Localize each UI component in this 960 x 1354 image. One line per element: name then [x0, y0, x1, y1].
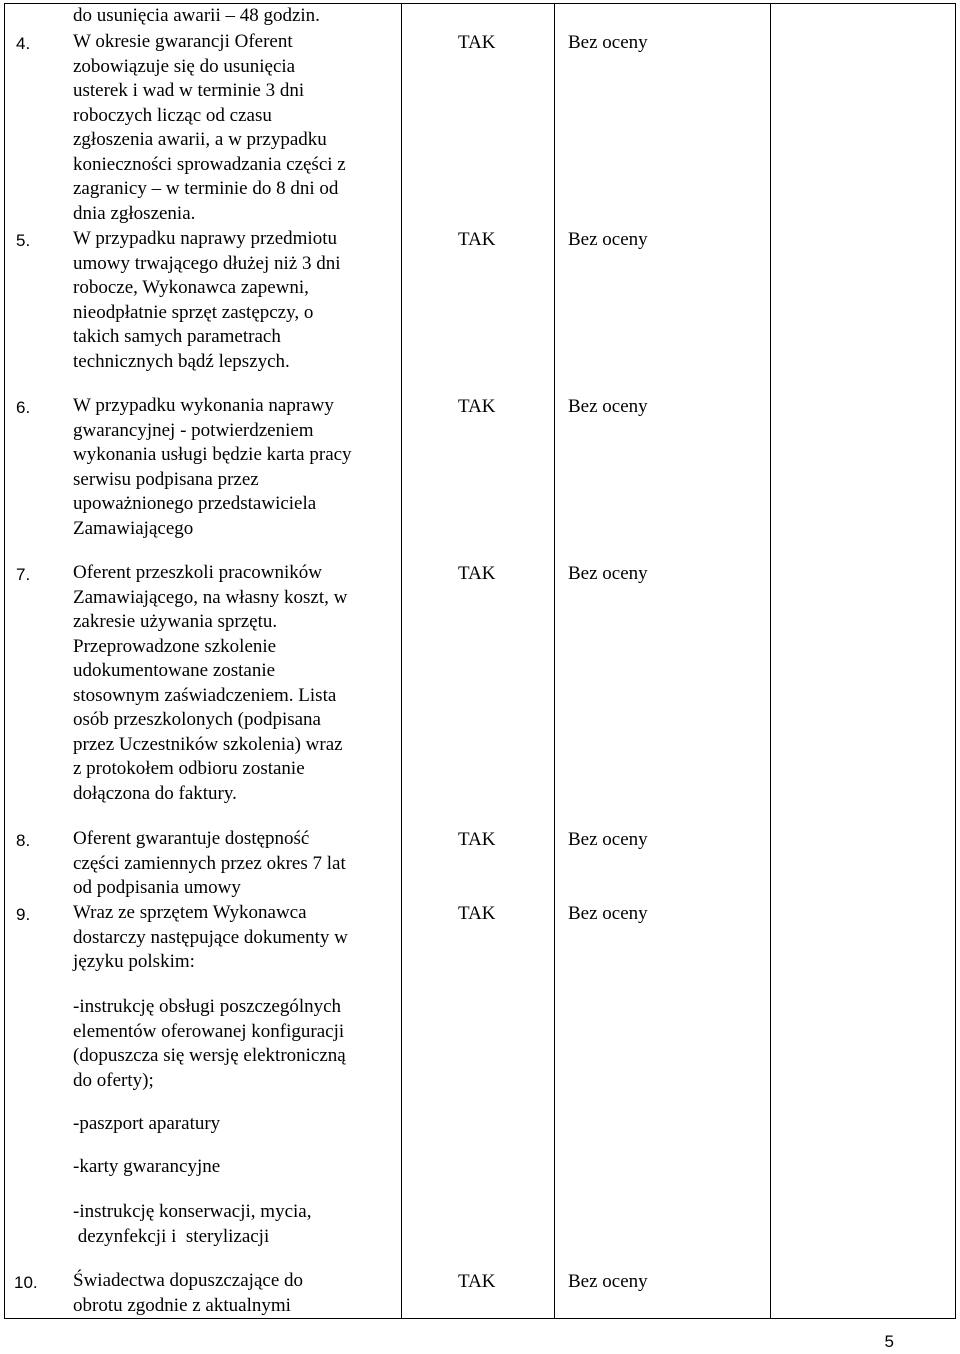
document-item	[73, 995, 346, 1093]
row-line: od podpisania umowy	[73, 877, 241, 898]
rating-value: Bez oceny	[568, 563, 648, 584]
row-text	[73, 1269, 303, 1318]
row-text	[73, 561, 347, 806]
row-line: Oferent przeszkoli pracowników	[73, 562, 323, 583]
row-line: udokumentowane zostanie	[73, 660, 276, 681]
required-value: TAK	[458, 32, 496, 53]
row-line: takich samych parametrach	[73, 326, 281, 347]
rating-value: Bez oceny	[568, 229, 648, 250]
row-line: konieczności sprowadzania części z	[73, 153, 346, 175]
row-line: dostarczy następujące dokumenty w	[73, 926, 348, 948]
required-value: TAK	[458, 396, 496, 417]
row-text	[73, 30, 346, 226]
row-line: przez Uczestników szkolenia) wraz	[73, 733, 343, 755]
row-number: 9.	[16, 905, 31, 924]
row-line: robocze, Wykonawca zapewni,	[73, 277, 309, 298]
row-number: 4.	[16, 34, 31, 53]
required-value: TAK	[458, 903, 496, 924]
column-divider	[554, 4, 555, 1318]
row-line: Zamawiającego	[73, 517, 194, 539]
row-line: Świadectwa dopuszczające do	[73, 1270, 304, 1291]
document-item	[73, 1155, 220, 1180]
row-line: zgłoszenia awarii, a w przypadku	[73, 129, 327, 150]
row-line: upoważnionego przedstawiciela	[73, 493, 317, 514]
row-line: zakresie używania sprzętu.	[73, 611, 278, 632]
row-line: nieodpłatnie sprzęt zastępczy, o	[73, 301, 314, 323]
row-text	[73, 827, 346, 901]
row-line: elementów oferowanej konfiguracji	[73, 1020, 345, 1042]
row-line: gwarancyjnej - potwierdzeniem	[73, 419, 314, 441]
row-line: -karty gwarancyjne	[73, 1156, 221, 1177]
row-line: zobowiązuje się do usunięcia	[73, 55, 296, 77]
column-divider	[401, 4, 402, 1318]
row-line: dezynfekcji i sterylizacji	[73, 1225, 270, 1247]
row-line: wykonania usługi będzie karta pracy	[73, 444, 352, 465]
row-line: osób przeszkolonych (podpisana	[73, 709, 321, 730]
row-line: dołączona do faktury.	[73, 782, 237, 804]
row-line: stosownym zaświadczeniem. Lista	[73, 684, 337, 706]
rating-value: Bez oceny	[568, 903, 648, 924]
row-line: -instrukcję obsługi poszczególnych	[73, 996, 342, 1017]
document-item	[73, 1112, 220, 1137]
row-line: Wraz ze sprzętem Wykonawca	[73, 902, 307, 923]
rating-value: Bez oceny	[568, 1271, 648, 1292]
required-value: TAK	[458, 1271, 496, 1292]
document-item	[73, 1200, 311, 1249]
row-number: 10.	[14, 1273, 38, 1292]
column-divider	[770, 4, 771, 1318]
intro-line: do usunięcia awarii – 48 godzin.	[73, 5, 320, 26]
row-line: z protokołem odbioru zostanie	[73, 758, 305, 779]
required-value: TAK	[458, 563, 496, 584]
row-line: W przypadku wykonania naprawy	[73, 395, 334, 416]
row-line: W okresie gwarancji Oferent	[73, 31, 293, 52]
row-text	[73, 227, 341, 374]
row-number: 6.	[16, 398, 31, 417]
row-line: -paszport aparatury	[73, 1113, 221, 1134]
required-value: TAK	[458, 829, 496, 850]
row-line: -instrukcję konserwacji, mycia,	[73, 1201, 312, 1222]
row-line: Oferent gwarantuje dostępność	[73, 828, 310, 849]
row-line: dnia zgłoszenia.	[73, 202, 196, 224]
row-line: umowy trwającego dłużej niż 3 dni	[73, 252, 341, 274]
row-line: części zamiennych przez okres 7 lat	[73, 852, 346, 874]
row-line: technicznych bądź lepszych.	[73, 350, 290, 372]
row-number: 5.	[16, 231, 31, 250]
row-line: Przeprowadzone szkolenie	[73, 635, 277, 657]
rating-value: Bez oceny	[568, 32, 648, 53]
row-line: usterek i wad w terminie 3 dni	[73, 80, 305, 101]
row-line: roboczych licząc od czasu	[73, 104, 272, 126]
row-text	[73, 901, 348, 975]
row-line: (dopuszcza się wersję elektroniczną	[73, 1045, 346, 1066]
row-line: obrotu zgodnie z aktualnymi	[73, 1294, 291, 1316]
required-value: TAK	[458, 229, 496, 250]
row-line: języku polskim:	[73, 951, 195, 972]
rating-value: Bez oceny	[568, 396, 648, 417]
row-number: 7.	[16, 565, 31, 584]
row-number: 8.	[16, 831, 31, 850]
row-line: do oferty);	[73, 1069, 154, 1091]
page-number: 5	[884, 1332, 894, 1351]
rating-value: Bez oceny	[568, 829, 648, 850]
row-line: W przypadku naprawy przedmiotu	[73, 228, 337, 249]
row-line: zagranicy – w terminie do 8 dni od	[73, 178, 339, 199]
row-text	[73, 394, 352, 541]
row-line: serwisu podpisana przez	[73, 468, 259, 490]
row-line: Zamawiającego, na własny koszt, w	[73, 586, 348, 608]
